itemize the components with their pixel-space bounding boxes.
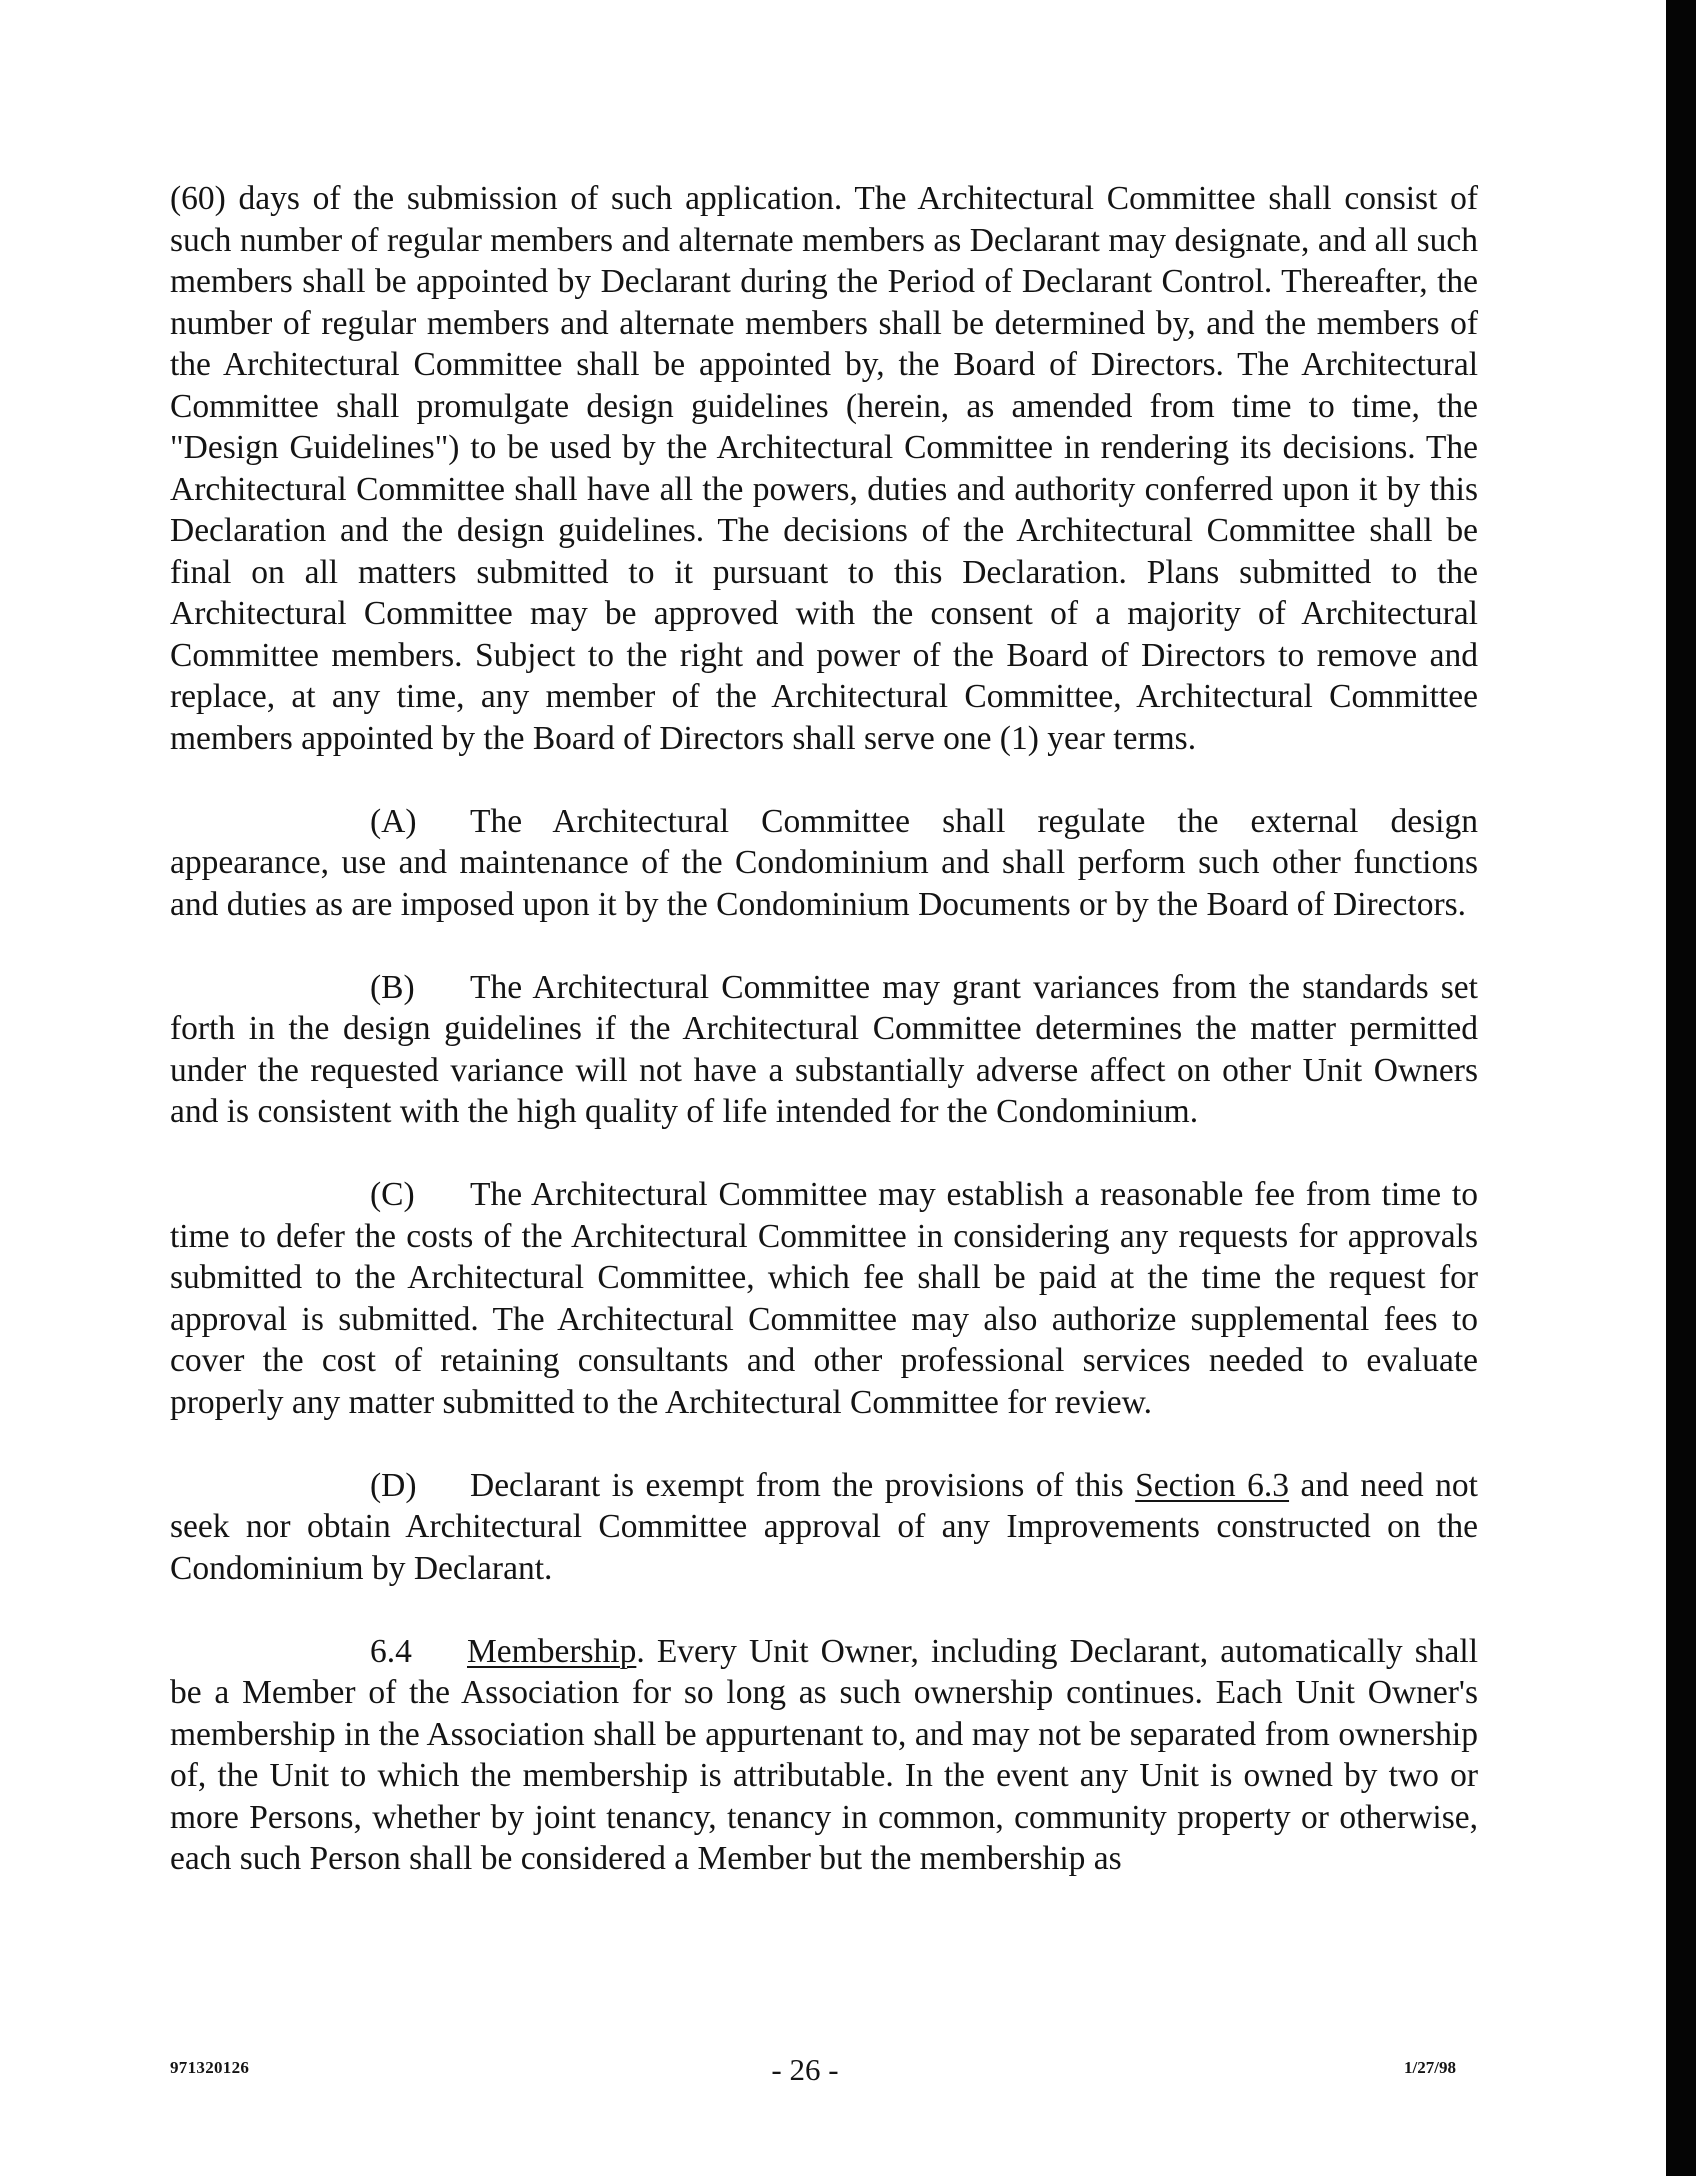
subsection-d-text-before: Declarant is exempt from the provisions of this [470,1466,1136,1504]
section-6-4-heading-punct: . [636,1632,645,1670]
subsection-b-text: The Architectural Committee may grant variances from the standards set forth in the design guidelines if the Architectural Committee determines the matter permitted under the requested variance will not have a substantially adverse affect on other Unit Owners and is consistent with the high quality of life intended for the Condominium. [170,968,1478,1130]
section-6-4-heading: Membership [467,1632,637,1670]
page-footer [0,2052,1696,2092]
subsection-a-text: The Architectural Committee shall regulate the external design appearance, use and maintenance of the Condominium and shall perform such other functions and duties as are imposed upon it by the Condominium Documents or by the Board of Directors. [170,802,1478,923]
subsection-c [170,1174,1478,1423]
footer-date: 1/27/98 [1404,2058,1456,2077]
subsection-d-text-after: and need not seek nor obtain Architectural Committee approval of any Improvements constructed on the Condominium by Declarant. [170,1466,1478,1587]
subsection-b-label: (B) [370,968,415,1006]
section-6-4 [170,1631,1478,1880]
section-6-4-text: Every Unit Owner, including Declarant, automatically shall be a Member of the Association for so long as such ownership continues. Each Unit Owner's membership in the Association shall be appurtenant to, and may not be separated from ownership of, the Unit to which the membership is attributable. In the event any Unit is owned by two or more Persons, whether by joint tenancy, tenancy in common, community property or otherwise, each such Person shall be considered a Member but the membership as [170,1632,1478,1877]
subsection-c-text: The Architectural Committee may establish a reasonable fee from time to time to defer the costs of the Architectural Committee in considering any requests for approvals submitted to the Architectural Committee, which fee shall be paid at the time the request for approval is submitted. The Architectural Committee may also authorize supplemental fees to cover the cost of retaining consultants and other professional services needed to evaluate properly any matter submitted to the Architectural Committee for review. [170,1176,1478,1421]
scan-edge-border [1666,0,1696,2176]
document-body [170,178,1478,1921]
section-6-4-number: 6.4 [370,1632,412,1670]
paragraph-continuation: (60) days of the submission of such application. The Architectural Committee shall consist of such number of regular members and alternate members as Declarant may designate, and all such members shall be appointed by Declarant during the Period of Declarant Control. Thereafter, the number of regular members and alternate members shall be determined by, and the members of the Architectural Committee shall be appointed by, the Board of Directors. The Architectural Committee shall promulgate design guidelines (herein, as amended from time to time, the "Design Guidelines") to be used by the Architectural Committee in rendering its decisions. The Architectural Committee shall have all the powers, duties and authority conferred upon it by this Declaration and the design guidelines. The decisions of the Architectural Committee shall be final on all matters submitted to it pursuant to this Declaration. Plans submitted to the Architectural Committee may be approved with the consent of a majority of Architectural Committee members. Subject to the right and power of the Board of Directors to remove and replace, at any time, any member of the Architectural Committee, Architectural Committee members appointed by the Board of Directors shall serve one (1) year terms. [170,180,1478,757]
section-reference-link[interactable]: Section 6.3 [1135,1466,1290,1504]
subsection-b [170,967,1478,1133]
subsection-a-label: (A) [370,802,417,840]
subsection-a [170,801,1478,926]
subsection-d-label: (D) [370,1466,417,1504]
subsection-d [170,1465,1478,1590]
footer-page-number: - 26 - [771,2052,839,2087]
subsection-c-label: (C) [370,1176,415,1213]
footer-doc-number: 971320126 [170,2058,250,2077]
